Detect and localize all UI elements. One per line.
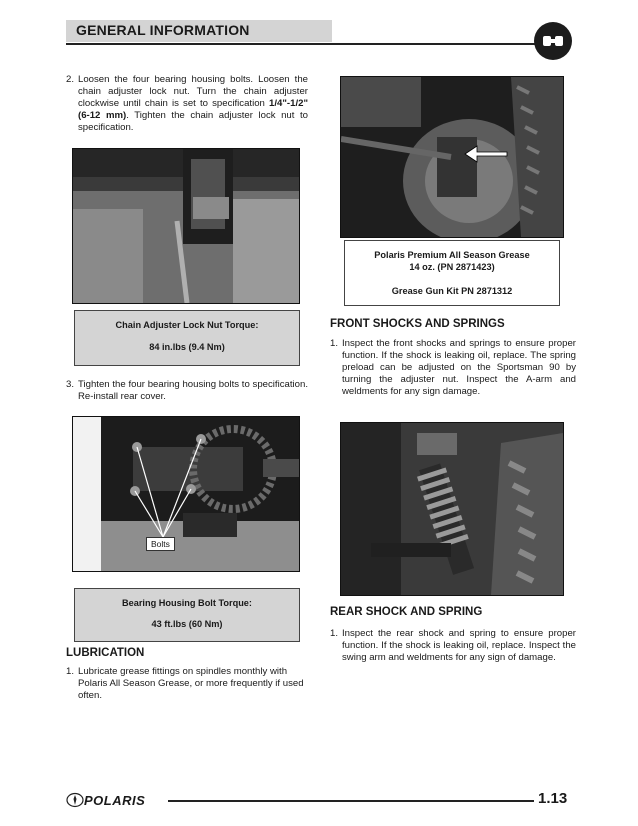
- torque-value: 84 in.lbs (9.4 Nm): [149, 342, 225, 352]
- grease-product: Polaris Premium All Season Grease: [374, 250, 530, 260]
- rear-shock-heading: REAR SHOCK AND SPRING: [330, 606, 483, 618]
- step-2: [66, 74, 308, 134]
- step-text: Tighten the four bearing housing bolts to specification. Re-install rear cover.: [78, 379, 308, 402]
- step-number: 3.: [66, 379, 75, 390]
- header-rule: [66, 43, 536, 45]
- step-text: Lubricate grease fittings on spindles monthly with Polaris All Season Grease, or more frequently if used often.: [78, 666, 304, 701]
- step-number: 2.: [66, 74, 75, 85]
- page-title: GENERAL INFORMATION: [76, 22, 250, 38]
- bearing-housing-torque-box: [74, 588, 300, 642]
- step-text: Loosen the four bearing housing bolts. Loosen the chain adjuster lock nut. Turn the chain adjuster clockwise until chain is set to specification 1/4"-1/2" (6-12 mm). Tighten the chain adjuster lock nut to specification.: [78, 74, 308, 133]
- lubrication-heading: LUBRICATION: [66, 647, 145, 659]
- front-shocks-heading: FRONT SHOCKS AND SPRINGS: [330, 318, 505, 330]
- grease-gun-kit: Grease Gun Kit PN 2871312: [391, 286, 513, 296]
- step-text: Inspect the rear shock and spring to ensure proper function. If the shock is leaking oil, replace. Inspect the swing arm and weldments for any sign of damage.: [342, 628, 576, 663]
- bolts-label: Bolts: [146, 537, 175, 551]
- chain-adjuster-photo: [72, 148, 300, 304]
- front-shock-photo: [340, 422, 564, 596]
- front-shocks-step: [330, 338, 576, 398]
- lubrication-step: [66, 666, 308, 702]
- step-text: Inspect the front shocks and springs to ensure proper function. If the shock is leaking oil, replace. The spring preload can be adjusted on the Sportsman 90 by turning the adjuster nut. Inspect the A-arm and weldments for any sign damage.: [342, 338, 576, 397]
- torque-value: 43 ft.lbs (60 Nm): [151, 619, 223, 629]
- chain-adjuster-torque-box: [74, 310, 300, 366]
- rear-shock-step: [330, 628, 576, 664]
- grease-info-box: [344, 240, 560, 306]
- torque-title: Chain Adjuster Lock Nut Torque:: [115, 320, 259, 330]
- page-number: 1.13: [538, 790, 568, 807]
- spec-value: 1/4"-1/2" (6-12 mm): [78, 98, 308, 121]
- step-3: [66, 379, 308, 403]
- polaris-badge-icon: [534, 22, 572, 60]
- step-number: 1.: [66, 666, 75, 677]
- footer-rule: [168, 800, 534, 802]
- polaris-logo-icon: [66, 792, 84, 813]
- bearing-housing-photo: [72, 416, 300, 572]
- front-spindle-photo: [340, 76, 564, 238]
- footer-brand: POLARIS: [84, 793, 146, 808]
- step-number: 1.: [330, 338, 339, 349]
- torque-title: Bearing Housing Bolt Torque:: [122, 598, 252, 608]
- grease-part-number: 14 oz. (PN 2871423): [409, 262, 495, 272]
- step-number: 1.: [330, 628, 339, 639]
